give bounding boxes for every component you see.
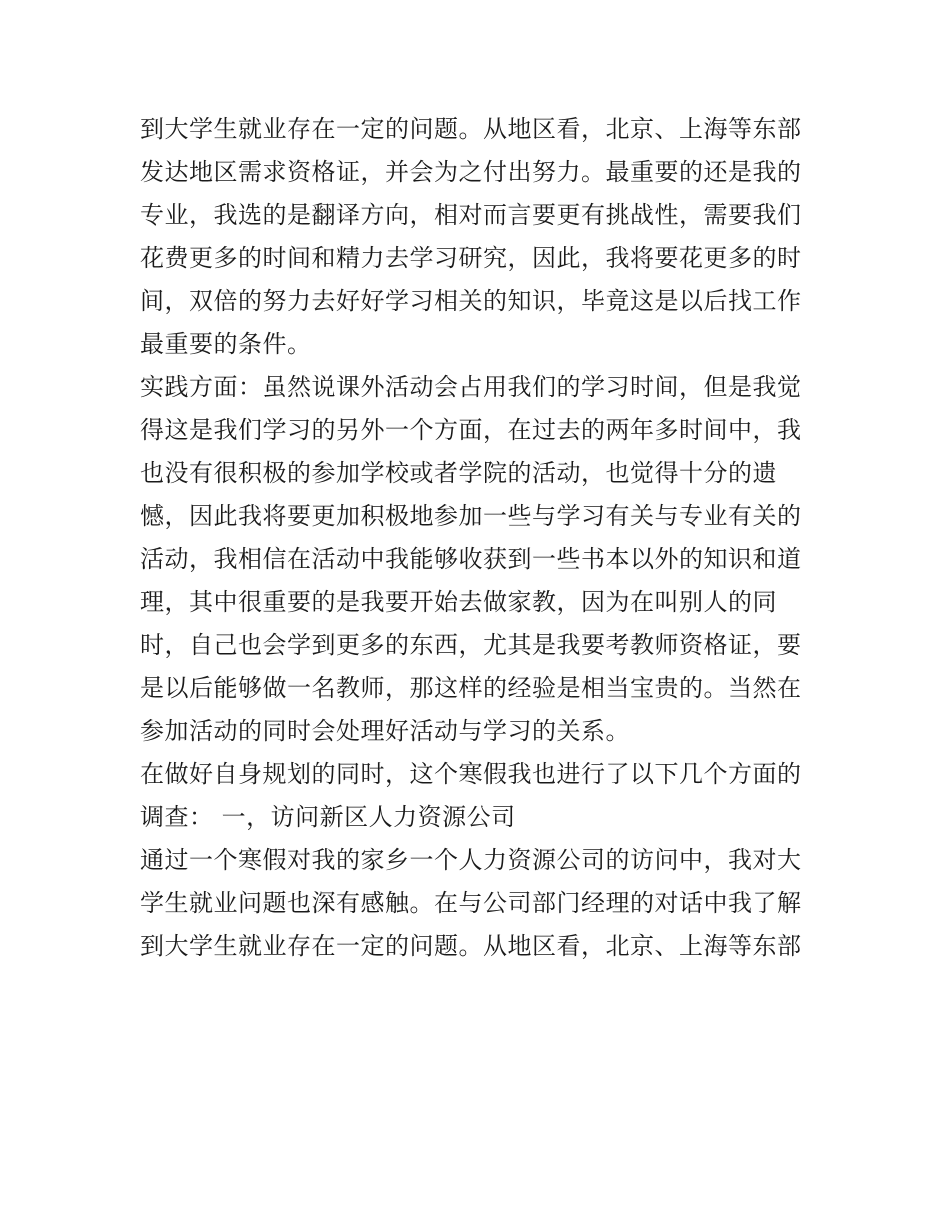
body-text: [140, 108, 820, 968]
text-line: 是以后能够做一名教师，那这样的经验是相当宝贵的。当然在: [140, 674, 802, 702]
text-line: 时，自己也会学到更多的东西，尤其是我要考教师资格证，要: [140, 631, 802, 659]
text-line: 活动，我相信在活动中我能够收获到一些书本以外的知识和道: [140, 545, 802, 573]
text-line: 花费更多的时间和精力去学习研究，因此，我将要花更多的时: [140, 244, 802, 272]
text-line: 得这是我们学习的另外一个方面，在过去的两年多时间中，我: [140, 416, 802, 444]
text-line: 学生就业问题也深有感触。在与公司部门经理的对话中我了解: [140, 889, 802, 917]
text-line: 通过一个寒假对我的家乡一个人力资源公司的访问中，我对大: [140, 846, 802, 874]
text-line: 参加活动的同时会处理好活动与学习的关系。: [140, 717, 630, 745]
text-line: 最重要的条件。: [140, 330, 312, 358]
text-line: 憾，因此我将要更加积极地参加一些与学习有关与专业有关的: [140, 502, 802, 530]
text-line: 调查： 一，访问新区人力资源公司: [140, 803, 516, 831]
text-line: 也没有很积极的参加学校或者学院的活动，也觉得十分的遗: [140, 459, 777, 487]
text-line: 在做好自身规划的同时，这个寒假我也进行了以下几个方面的: [140, 760, 802, 788]
text-line: 到大学生就业存在一定的问题。从地区看，北京、上海等东部: [140, 115, 802, 143]
text-line: 理，其中很重要的是我要开始去做家教，因为在叫别人的同: [140, 588, 777, 616]
text-line: 实践方面：虽然说课外活动会占用我们的学习时间，但是我觉: [140, 373, 802, 401]
text-line: 间，双倍的努力去好好学习相关的知识，毕竟这是以后找工作: [140, 287, 802, 315]
text-line: 到大学生就业存在一定的问题。从地区看，北京、上海等东部: [140, 932, 802, 960]
text-line: 专业，我选的是翻译方向，相对而言要更有挑战性，需要我们: [140, 201, 802, 229]
text-line: 发达地区需求资格证，并会为之付出努力。最重要的还是我的: [140, 158, 802, 186]
